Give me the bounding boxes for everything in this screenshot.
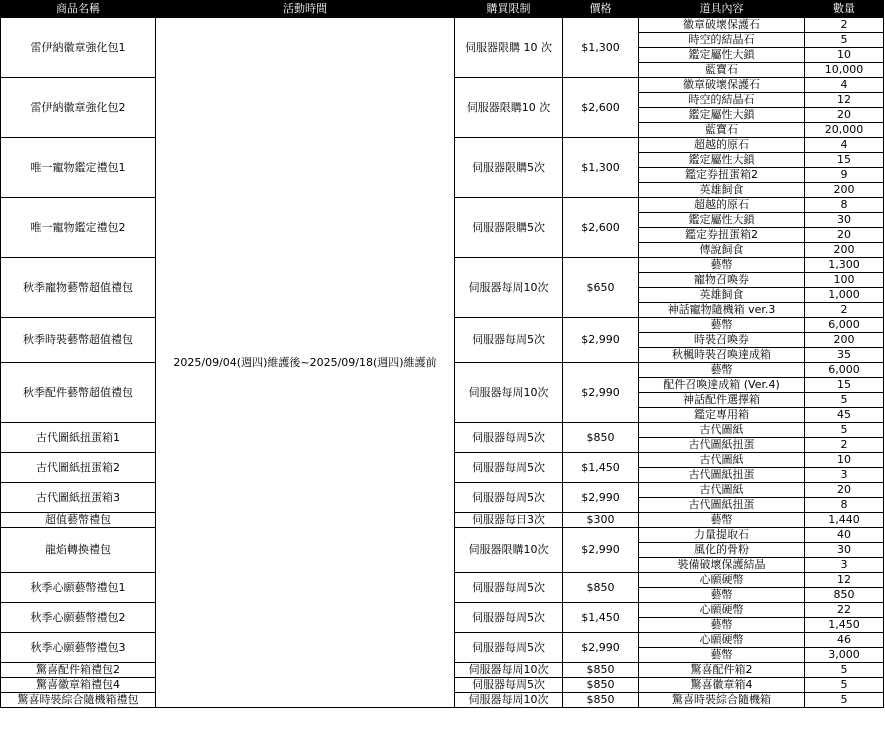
item-qty-cell: 3 bbox=[805, 468, 884, 483]
price-cell: $2,990 bbox=[563, 633, 639, 663]
item-name-cell: 古代圖紙扭蛋 bbox=[639, 468, 805, 483]
item-name-cell: 藝幣 bbox=[639, 588, 805, 603]
item-qty-cell: 4 bbox=[805, 138, 884, 153]
header-content: 道具內容 bbox=[639, 1, 805, 18]
item-qty-cell: 12 bbox=[805, 573, 884, 588]
price-cell: $2,990 bbox=[563, 483, 639, 513]
product-name-cell: 驚喜徽章箱禮包4 bbox=[1, 678, 156, 693]
header-qty: 數量 bbox=[805, 1, 884, 18]
purchase-limit-cell: 伺服器每周10次 bbox=[455, 693, 563, 708]
item-qty-cell: 200 bbox=[805, 183, 884, 198]
price-cell: $850 bbox=[563, 693, 639, 708]
event-period-cell: 2025/09/04(週四)維護後~2025/09/18(週四)維護前 bbox=[156, 18, 455, 708]
item-qty-cell: 15 bbox=[805, 378, 884, 393]
product-name-cell: 秋季心願藝幣禮包1 bbox=[1, 573, 156, 603]
price-cell: $850 bbox=[563, 573, 639, 603]
item-qty-cell: 5 bbox=[805, 423, 884, 438]
item-name-cell: 神話寵物隨機箱 ver.3 bbox=[639, 303, 805, 318]
product-name-cell: 秋季時裝藝幣超值禮包 bbox=[1, 318, 156, 363]
header-price: 價格 bbox=[563, 1, 639, 18]
item-qty-cell: 8 bbox=[805, 198, 884, 213]
item-name-cell: 藍寶石 bbox=[639, 123, 805, 138]
product-name-cell: 古代圖紙扭蛋箱1 bbox=[1, 423, 156, 453]
item-qty-cell: 1,300 bbox=[805, 258, 884, 273]
item-name-cell: 藝幣 bbox=[639, 513, 805, 528]
product-name-cell: 古代圖紙扭蛋箱3 bbox=[1, 483, 156, 513]
purchase-limit-cell: 伺服器每周5次 bbox=[455, 633, 563, 663]
item-name-cell: 時裝召喚券 bbox=[639, 333, 805, 348]
item-qty-cell: 1,000 bbox=[805, 288, 884, 303]
item-name-cell: 英雄飼食 bbox=[639, 288, 805, 303]
price-cell: $2,600 bbox=[563, 78, 639, 138]
item-qty-cell: 3 bbox=[805, 558, 884, 573]
purchase-limit-cell: 伺服器每周5次 bbox=[455, 603, 563, 633]
purchase-limit-cell: 伺服器每周5次 bbox=[455, 678, 563, 693]
price-cell: $300 bbox=[563, 513, 639, 528]
purchase-limit-cell: 伺服器限購 10 次 bbox=[455, 18, 563, 78]
price-cell: $2,990 bbox=[563, 528, 639, 573]
item-qty-cell: 20 bbox=[805, 228, 884, 243]
product-name-cell: 驚喜時裝綜合隨機箱禮包 bbox=[1, 693, 156, 708]
item-name-cell: 鑑定屬性大鎖 bbox=[639, 108, 805, 123]
purchase-limit-cell: 伺服器每周10次 bbox=[455, 663, 563, 678]
product-name-cell: 龍焰轉換禮包 bbox=[1, 528, 156, 573]
price-cell: $1,450 bbox=[563, 603, 639, 633]
table-header-row bbox=[1, 1, 884, 18]
purchase-limit-cell: 伺服器每周5次 bbox=[455, 318, 563, 363]
item-qty-cell: 10 bbox=[805, 453, 884, 468]
item-qty-cell: 5 bbox=[805, 663, 884, 678]
product-name-cell: 秋季寵物藝幣超值禮包 bbox=[1, 258, 156, 318]
price-cell: $1,300 bbox=[563, 138, 639, 198]
item-name-cell: 鑑定屬性大鎖 bbox=[639, 213, 805, 228]
item-qty-cell: 9 bbox=[805, 168, 884, 183]
item-name-cell: 心願硬幣 bbox=[639, 573, 805, 588]
item-qty-cell: 3,000 bbox=[805, 648, 884, 663]
item-qty-cell: 30 bbox=[805, 213, 884, 228]
item-name-cell: 超越的原石 bbox=[639, 198, 805, 213]
item-qty-cell: 6,000 bbox=[805, 318, 884, 333]
item-qty-cell: 5 bbox=[805, 678, 884, 693]
item-qty-cell: 200 bbox=[805, 333, 884, 348]
item-qty-cell: 100 bbox=[805, 273, 884, 288]
item-qty-cell: 200 bbox=[805, 243, 884, 258]
price-cell: $650 bbox=[563, 258, 639, 318]
product-name-cell: 古代圖紙扭蛋箱2 bbox=[1, 453, 156, 483]
item-qty-cell: 35 bbox=[805, 348, 884, 363]
purchase-limit-cell: 伺服器每周5次 bbox=[455, 573, 563, 603]
item-name-cell: 風化的骨粉 bbox=[639, 543, 805, 558]
item-qty-cell: 2 bbox=[805, 303, 884, 318]
item-name-cell: 寵物召喚券 bbox=[639, 273, 805, 288]
item-name-cell: 徽章破壞保護石 bbox=[639, 18, 805, 33]
product-name-cell: 雷伊納徽章強化包2 bbox=[1, 78, 156, 138]
item-qty-cell: 40 bbox=[805, 528, 884, 543]
price-cell: $1,450 bbox=[563, 453, 639, 483]
item-name-cell: 藍寶石 bbox=[639, 63, 805, 78]
price-cell: $850 bbox=[563, 423, 639, 453]
item-name-cell: 藝幣 bbox=[639, 258, 805, 273]
item-name-cell: 古代圖紙 bbox=[639, 453, 805, 468]
item-qty-cell: 46 bbox=[805, 633, 884, 648]
item-name-cell: 英雄飼食 bbox=[639, 183, 805, 198]
price-cell: $2,990 bbox=[563, 363, 639, 423]
item-qty-cell: 5 bbox=[805, 393, 884, 408]
price-cell: $850 bbox=[563, 678, 639, 693]
table-row bbox=[1, 18, 884, 33]
price-cell: $2,990 bbox=[563, 318, 639, 363]
item-qty-cell: 1,440 bbox=[805, 513, 884, 528]
item-name-cell: 心願硬幣 bbox=[639, 603, 805, 618]
item-name-cell: 鑑定券扭蛋箱2 bbox=[639, 168, 805, 183]
item-name-cell: 配件召喚達成箱 (Ver.4) bbox=[639, 378, 805, 393]
item-qty-cell: 8 bbox=[805, 498, 884, 513]
purchase-limit-cell: 伺服器每周5次 bbox=[455, 453, 563, 483]
product-name-cell: 秋季配件藝幣超值禮包 bbox=[1, 363, 156, 423]
item-name-cell: 驚喜徽章箱4 bbox=[639, 678, 805, 693]
item-name-cell: 鑑定專用箱 bbox=[639, 408, 805, 423]
item-qty-cell: 20,000 bbox=[805, 123, 884, 138]
item-name-cell: 驚喜配件箱2 bbox=[639, 663, 805, 678]
item-name-cell: 傳說飼食 bbox=[639, 243, 805, 258]
item-qty-cell: 15 bbox=[805, 153, 884, 168]
header-limit: 購買限制 bbox=[455, 1, 563, 18]
product-name-cell: 唯一寵物鑑定禮包2 bbox=[1, 198, 156, 258]
table-body bbox=[1, 18, 884, 708]
item-name-cell: 徽章破壞保護石 bbox=[639, 78, 805, 93]
purchase-limit-cell: 伺服器每周5次 bbox=[455, 423, 563, 453]
item-name-cell: 古代圖紙 bbox=[639, 483, 805, 498]
header-name: 商品名稱 bbox=[1, 1, 156, 18]
item-qty-cell: 12 bbox=[805, 93, 884, 108]
purchase-limit-cell: 伺服器限購10 次 bbox=[455, 78, 563, 138]
header-period: 活動時間 bbox=[156, 1, 455, 18]
item-qty-cell: 22 bbox=[805, 603, 884, 618]
item-qty-cell: 30 bbox=[805, 543, 884, 558]
item-qty-cell: 20 bbox=[805, 483, 884, 498]
purchase-limit-cell: 伺服器限購5次 bbox=[455, 198, 563, 258]
item-name-cell: 古代圖紙扭蛋 bbox=[639, 498, 805, 513]
item-name-cell: 心願硬幣 bbox=[639, 633, 805, 648]
item-name-cell: 藝幣 bbox=[639, 618, 805, 633]
price-cell: $850 bbox=[563, 663, 639, 678]
purchase-limit-cell: 伺服器每周5次 bbox=[455, 483, 563, 513]
item-qty-cell: 2 bbox=[805, 18, 884, 33]
item-name-cell: 鑑定屬性大鎖 bbox=[639, 153, 805, 168]
product-name-cell: 雷伊納徽章強化包1 bbox=[1, 18, 156, 78]
product-name-cell: 唯一寵物鑑定禮包1 bbox=[1, 138, 156, 198]
item-qty-cell: 20 bbox=[805, 108, 884, 123]
item-name-cell: 鑑定屬性大鎖 bbox=[639, 48, 805, 63]
item-qty-cell: 1,450 bbox=[805, 618, 884, 633]
price-cell: $2,600 bbox=[563, 198, 639, 258]
product-name-cell: 超值藝幣禮包 bbox=[1, 513, 156, 528]
purchase-limit-cell: 伺服器每周10次 bbox=[455, 258, 563, 318]
product-name-cell: 驚喜配件箱禮包2 bbox=[1, 663, 156, 678]
item-qty-cell: 10,000 bbox=[805, 63, 884, 78]
item-qty-cell: 2 bbox=[805, 438, 884, 453]
item-qty-cell: 10 bbox=[805, 48, 884, 63]
item-name-cell: 秋楓時裝召喚達成箱 bbox=[639, 348, 805, 363]
product-name-cell: 秋季心願藝幣禮包3 bbox=[1, 633, 156, 663]
item-qty-cell: 850 bbox=[805, 588, 884, 603]
item-qty-cell: 45 bbox=[805, 408, 884, 423]
item-name-cell: 力量提取石 bbox=[639, 528, 805, 543]
purchase-limit-cell: 伺服器每日3次 bbox=[455, 513, 563, 528]
item-name-cell: 神話配件選擇箱 bbox=[639, 393, 805, 408]
item-name-cell: 時空的結晶石 bbox=[639, 93, 805, 108]
item-name-cell: 裝備破壞保護結晶 bbox=[639, 558, 805, 573]
item-qty-cell: 4 bbox=[805, 78, 884, 93]
item-name-cell: 超越的原石 bbox=[639, 138, 805, 153]
item-name-cell: 藝幣 bbox=[639, 318, 805, 333]
price-cell: $1,300 bbox=[563, 18, 639, 78]
item-qty-cell: 5 bbox=[805, 33, 884, 48]
item-name-cell: 驚喜時裝綜合隨機箱 bbox=[639, 693, 805, 708]
purchase-limit-cell: 伺服器限購5次 bbox=[455, 138, 563, 198]
item-name-cell: 古代圖紙扭蛋 bbox=[639, 438, 805, 453]
item-name-cell: 古代圖紙 bbox=[639, 423, 805, 438]
item-name-cell: 藝幣 bbox=[639, 648, 805, 663]
purchase-limit-cell: 伺服器限購10次 bbox=[455, 528, 563, 573]
item-name-cell: 藝幣 bbox=[639, 363, 805, 378]
item-qty-cell: 5 bbox=[805, 693, 884, 708]
product-name-cell: 秋季心願藝幣禮包2 bbox=[1, 603, 156, 633]
purchase-limit-cell: 伺服器每周10次 bbox=[455, 363, 563, 423]
item-name-cell: 鑑定券扭蛋箱2 bbox=[639, 228, 805, 243]
item-qty-cell: 6,000 bbox=[805, 363, 884, 378]
item-name-cell: 時空的結晶石 bbox=[639, 33, 805, 48]
